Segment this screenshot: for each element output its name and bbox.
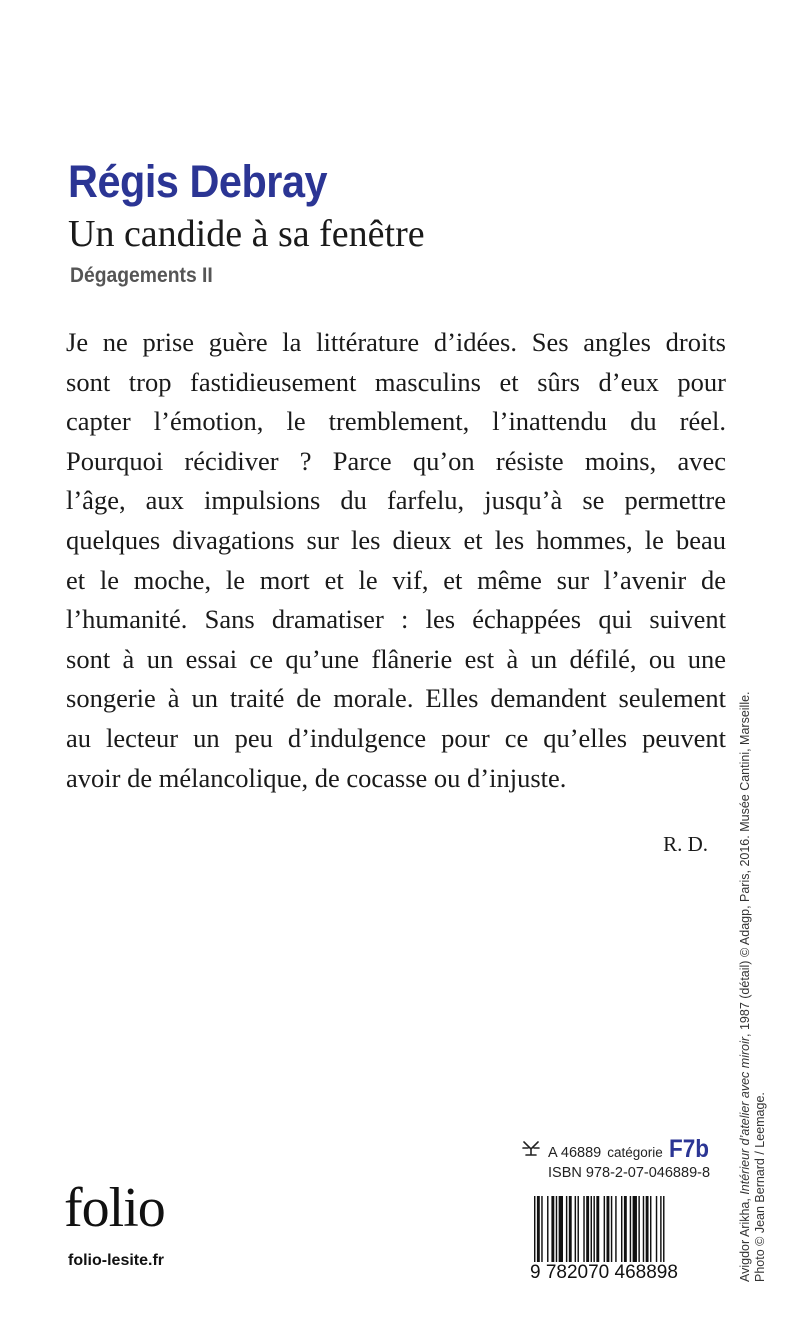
blurb-line: capter l’émotion, le tremblement, l’inattendu du réel.: [66, 406, 726, 437]
product-code-row: [520, 1135, 713, 1164]
category-label: catégorie: [607, 1145, 663, 1160]
blurb-line: avoir de mélancolique, de cocasse ou d’injuste.: [66, 762, 567, 793]
book-subtitle: Dégagements II: [70, 264, 213, 287]
blurb-line: Je ne prise guère la littérature d’idées. Ses angles droits: [66, 327, 726, 357]
isbn: ISBN 978-2-07-046889-8: [548, 1165, 711, 1181]
blurb-line: sont trop fastidieusement masculins et sûrs d’eux pour: [66, 366, 726, 397]
credit-artist: Avigdor Arikha,: [738, 1194, 752, 1282]
folio-logo: folio: [64, 1177, 165, 1239]
book-title: Un candide à sa fenêtre: [68, 213, 425, 255]
product-code: A 46889: [548, 1145, 602, 1161]
blurb-line: et le moche, le mort et le vif, et même sur l’avenir de: [66, 564, 726, 595]
image-credit: [738, 691, 768, 1282]
back-cover-blurb: [66, 323, 726, 798]
folio-colophon-icon: [520, 1139, 542, 1157]
blurb-line: sont à un essai ce qu’une flânerie est à un défilé, ou une: [66, 643, 726, 674]
barcode-digits: 9 782070 468898: [530, 1262, 678, 1283]
blurb-line: Pourquoi récidiver ? Parce qu’on résiste moins, avec: [66, 445, 726, 476]
credit-work-title: Intérieur d’atelier avec miroir: [738, 1036, 752, 1195]
blurb-line: l’âge, aux impulsions du farfelu, jusqu’à se permettre: [66, 485, 726, 516]
blurb-line: au lecteur un peu d’indulgence pour ce qu’elles peuvent: [66, 722, 726, 753]
website-url: folio-lesite.fr: [68, 1252, 165, 1269]
blurb-line: quelques divagations sur les dieux et les hommes, le beau: [66, 524, 726, 555]
category-code: F7b: [668, 1135, 709, 1163]
author-name: Régis Debray: [68, 156, 328, 207]
credit-line-artwork: [738, 691, 753, 1282]
blurb-line: l’humanité. Sans dramatiser : les échappées qui suivent: [66, 604, 726, 635]
credit-line-photo: Photo © Jean Bernard / Leemage.: [753, 1092, 767, 1282]
credit-details: , 1987 (détail) © Adagp, Paris, 2016. Musée Cantini, Marseille.: [738, 691, 752, 1037]
blurb-line: songerie à un traité de morale. Elles demandent seulement: [66, 683, 726, 714]
signature-initials: R. D.: [663, 832, 708, 856]
